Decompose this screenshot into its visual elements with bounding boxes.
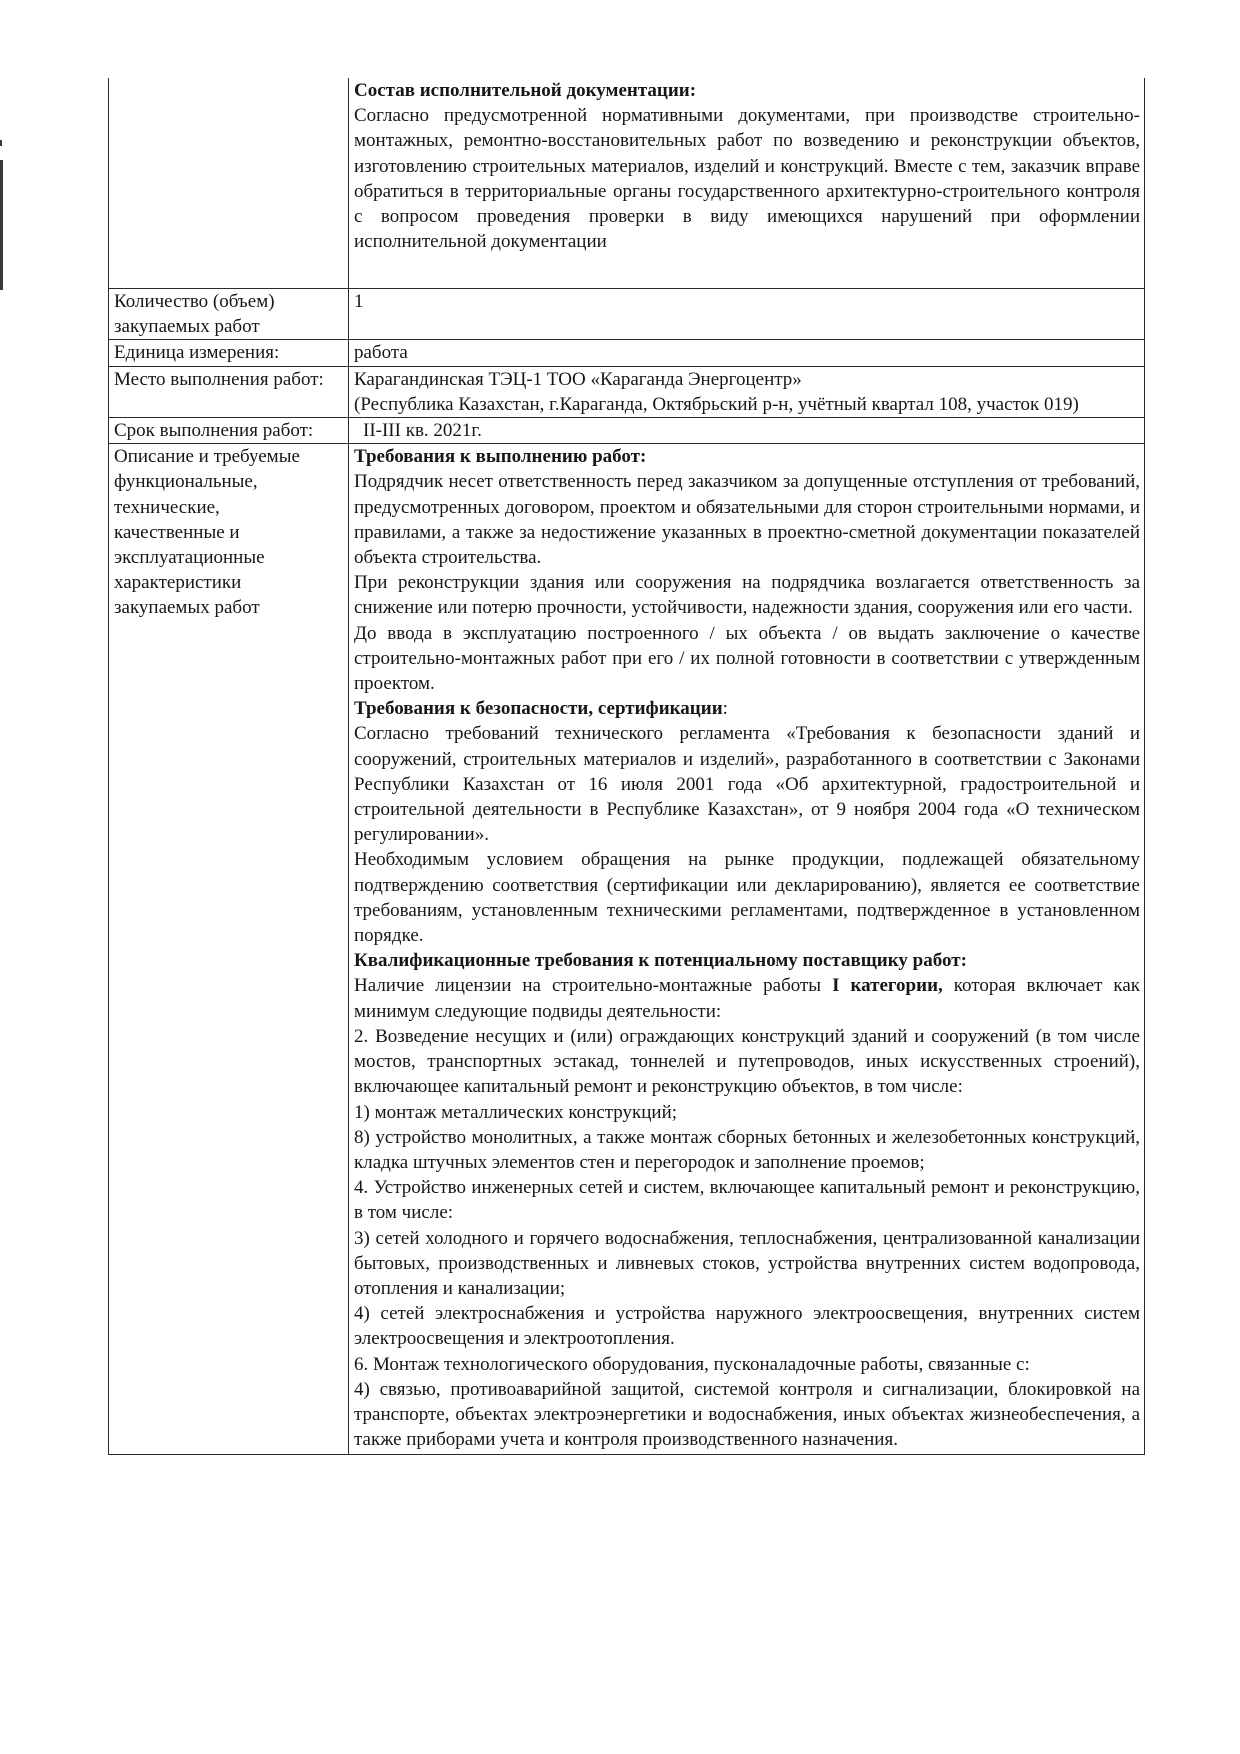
paragraph: Необходимым условием обращения на рынке продукции, подлежащей обязательному подтверждению соответствия (сертификации или декларированию), является ее соответствие требованиям, установленным техническими регламентами, подтвержденное в установленном порядке. [354,849,1140,947]
table-row [109,418,1145,444]
section-heading [354,696,1140,721]
row-label: Срок выполнения работ: [109,418,349,444]
table-row [109,444,1145,1455]
text-run-bold: I категории, [832,975,943,997]
paragraph: При реконструкции здания или сооружения на подрядчика возлагается ответственность за снижение или потерю прочности, устойчивости, надежности здания, сооружения или его части. [354,572,1140,619]
row-value: работа [349,340,1145,366]
paragraph: Согласно предусмотренной нормативными документами, при производстве строительно-монтажных, ремонтно-восстановительных работ по возведению и реконструкции объектов, изготовлению строительных материалов, изделий и конструкций. Вместе с тем, заказчик вправе обратиться в территориальные органы государственного архитектурно-строительного контроля с вопросом проведения проверки в виду имеющихся нарушений при оформлении исполнительной документации [354,105,1140,253]
row-label: Место выполнения работ: [109,366,349,417]
row-value [349,366,1145,417]
paragraph: 4. Устройство инженерных сетей и систем, включающее капитальный ремонт и реконструкцию, в том числе: [354,1177,1140,1224]
paragraph [354,973,1140,1023]
specification-table [108,78,1145,1455]
place-address: (Республика Казахстан, г.Караганда, Октябрьский р-н, учётный квартал 108, участок 019) [354,393,1079,415]
row-value: II-III кв. 2021г. [349,418,1145,444]
row-label: Описание и требуемые функциональные, технические, качественные и эксплуатационные характеристики закупаемых работ [109,444,349,1455]
text-run: которая включает как минимум следующие подвиды деятельности: [354,975,1141,1022]
row-label: Количество (объем) закупаемых работ [109,289,349,340]
scan-edge-mark [0,160,3,290]
section-heading: Требования к выполнению работ: [354,446,647,468]
paragraph: 4) связью, противоаварийной защитой, системой контроля и сигнализации, блокировкой на транспорте, объектах электроэнергетики и водоснабжения, иных объектах жизнеобеспечения, а также приборами учета и контроля производственного назначения. [354,1378,1140,1451]
row-label [109,78,349,289]
paragraph: 6. Монтаж технологического оборудования, пусконаладочные работы, связанные с: [354,1353,1030,1375]
table-row [109,340,1145,366]
section-heading: Квалификационные требования к потенциальному поставщику работ: [354,950,967,972]
paragraph: 3) сетей холодного и горячего водоснабжения, теплоснабжения, централизованной канализации бытовых, производственных и ливневых стоков, устройства внутренних систем водопровода, отопления и канализации; [354,1227,1140,1299]
paragraph: Подрядчик несет ответственность перед заказчиком за допущенные отступления от требований, предусмотренных договором, проектом и обязательными для сторон строительными нормами, и правилами, а также за недостижение указанных в проектно-сметной документации показателей объекта строительства. [354,471,1140,569]
heading-colon: : [722,698,728,720]
text-run: Наличие лицензии на строительно-монтажные работы [354,975,833,997]
row-label: Единица измерения: [109,340,349,366]
paragraph: До ввода в эксплуатацию построенного / ых объекта / ов выдать заключение о качестве строительно-монтажных работ при его / их полной готовности в соответствии с утвержденным проектом. [354,622,1140,695]
paragraph: 8) устройство монолитных, а также монтаж сборных бетонных и железобетонных конструкций, кладка штучных элементов стен и перегородок и заполнение проемов; [354,1126,1140,1173]
place-name: Карагандинская ТЭЦ-1 ТОО «Караганда Энергоцентр» [354,368,802,390]
section-heading: Состав исполнительной документации: [354,80,697,101]
table-row [109,78,1145,289]
row-value [349,444,1145,1455]
table-row [109,289,1145,340]
paragraph: Согласно требований технического регламента «Требования к безопасности зданий и сооружений, строительных материалов и изделий», разработанного в соответствии с Законами Республики Казахстан от 16 июля 2001 года «Об архитектурной, градостроительной и строительной деятельности в Республике Казахстан», от 9 ноября 2004 года «О техническом регулировании». [354,723,1140,846]
row-value [349,78,1145,289]
row-value: 1 [349,289,1145,340]
paragraph: 2. Возведение несущих и (или) ограждающих конструкций зданий и сооружений (в том числе мостов, транспортных эстакад, тоннелей и путепроводов, иных искусственных строений), включающее капитальный ремонт и реконструкцию объектов, в том числе: [354,1025,1140,1098]
heading-text: Требования к безопасности, сертификации [354,698,723,720]
paragraph: 1) монтаж металлических конструкций; [354,1101,678,1123]
paragraph: 4) сетей электроснабжения и устройства наружного электроосвещения, внутренних систем электроосвещения и электроотопления. [354,1303,1140,1350]
scan-edge-mark [0,140,2,146]
table-row [109,366,1145,417]
